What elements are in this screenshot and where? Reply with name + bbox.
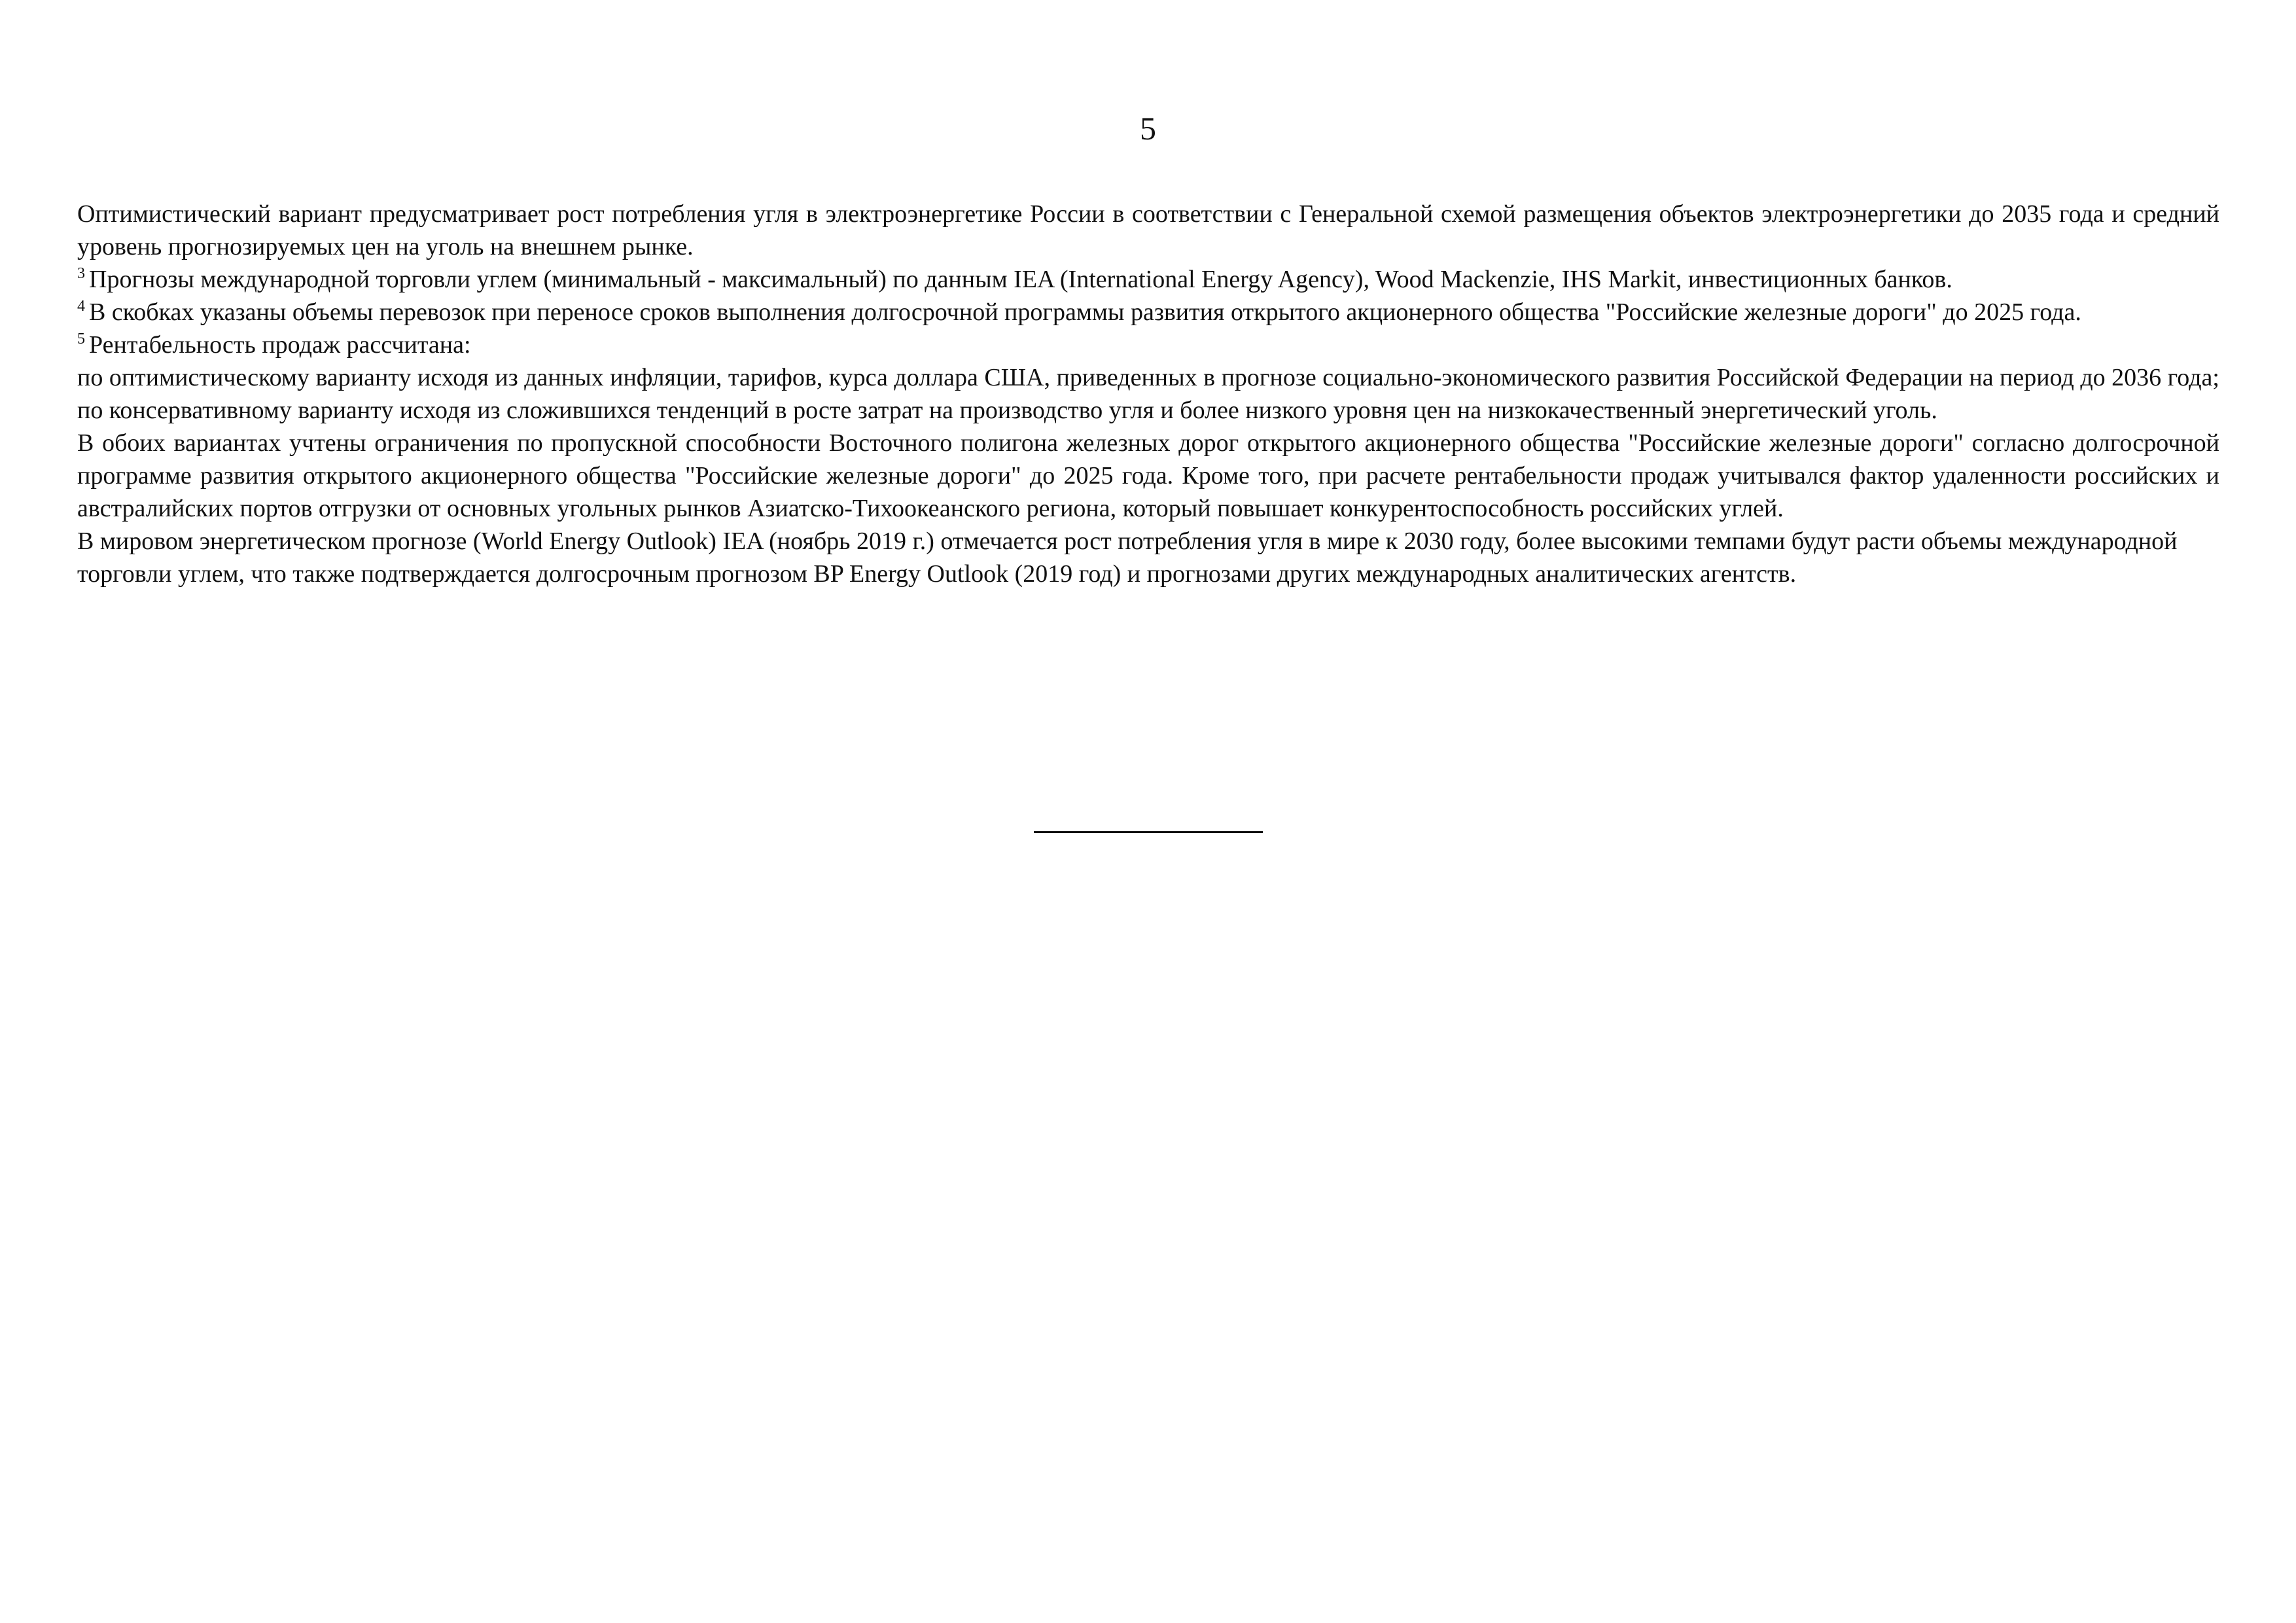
- footnote-marker: 3: [77, 265, 85, 282]
- paragraph-text: В обоих вариантах учтены ограничения по пропускной способности Восточного полигона железных дорог открытого акционерного общества "Российские железные дороги" согласно долгосрочной программе развития открытого акционерного общества "Российские железные дороги" до 2025 года. Кроме того, при расчете рентабельности продаж учитывался фактор удаленности российских и австралийских портов отгрузки от основных угольных рынков Азиатско-Тихоокеанского региона, который повышает конкурентоспособность российских углей.: [77, 429, 2219, 522]
- paragraph-optimistic-profitability: [77, 361, 2219, 394]
- paragraph-text: Рентабельность продаж рассчитана:: [89, 331, 471, 359]
- page-number: 5: [1140, 110, 1156, 147]
- footnote-4: [77, 296, 2219, 329]
- footnote-5: [77, 329, 2219, 361]
- notes-body: [77, 198, 2219, 590]
- paragraph-railway-constraints: [77, 427, 2219, 525]
- footnote-marker: 5: [77, 330, 85, 348]
- paragraph-conservative-profitability: [77, 394, 2219, 427]
- end-divider-line: [1034, 831, 1263, 833]
- paragraph-text: по оптимистическому варианту исходя из данных инфляции, тарифов, курса доллара США, приведенных в прогнозе социально-экономического развития Российской Федерации на период до 2036 года;: [77, 364, 2219, 391]
- footnote-3: [77, 263, 2219, 296]
- paragraph-text: В мировом энергетическом прогнозе (World Energy Outlook) IEA (ноябрь 2019 г.) отмечается рост потребления угля в мире к 2030 году, более высокими темпами будут расти объемы международной торговли углем, что также подтверждается долгосрочным прогнозом BP Energy Outlook (2019 год) и прогнозами других международных аналитических агентств.: [77, 527, 2178, 588]
- paragraph-text: В скобках указаны объемы перевозок при переносе сроков выполнения долгосрочной программы развития открытого акционерного общества "Российские железные дороги" до 2025 года.: [89, 298, 2081, 326]
- footnote-marker: 4: [77, 298, 85, 315]
- paragraph-text: Оптимистический вариант предусматривает рост потребления угля в электроэнергетике России в соответствии с Генеральной схемой размещения объектов электроэнергетики до 2035 года и средний уровень прогнозируемых цен на уголь на внешнем рынке.: [77, 200, 2219, 260]
- paragraph-text: по консервативному варианту исходя из сложившихся тенденций в росте затрат на производство угля и более низкого уровня цен на низкокачественный энергетический уголь.: [77, 397, 1937, 424]
- paragraph-optimistic-variant: [77, 198, 2219, 263]
- paragraph-text: Прогнозы международной торговли углем (минимальный - максимальный) по данным IEA (International Energy Agency), Wood Mackenzie, IHS Markit, инвестиционных банков.: [89, 266, 1952, 293]
- paragraph-world-energy-outlook: [77, 525, 2219, 590]
